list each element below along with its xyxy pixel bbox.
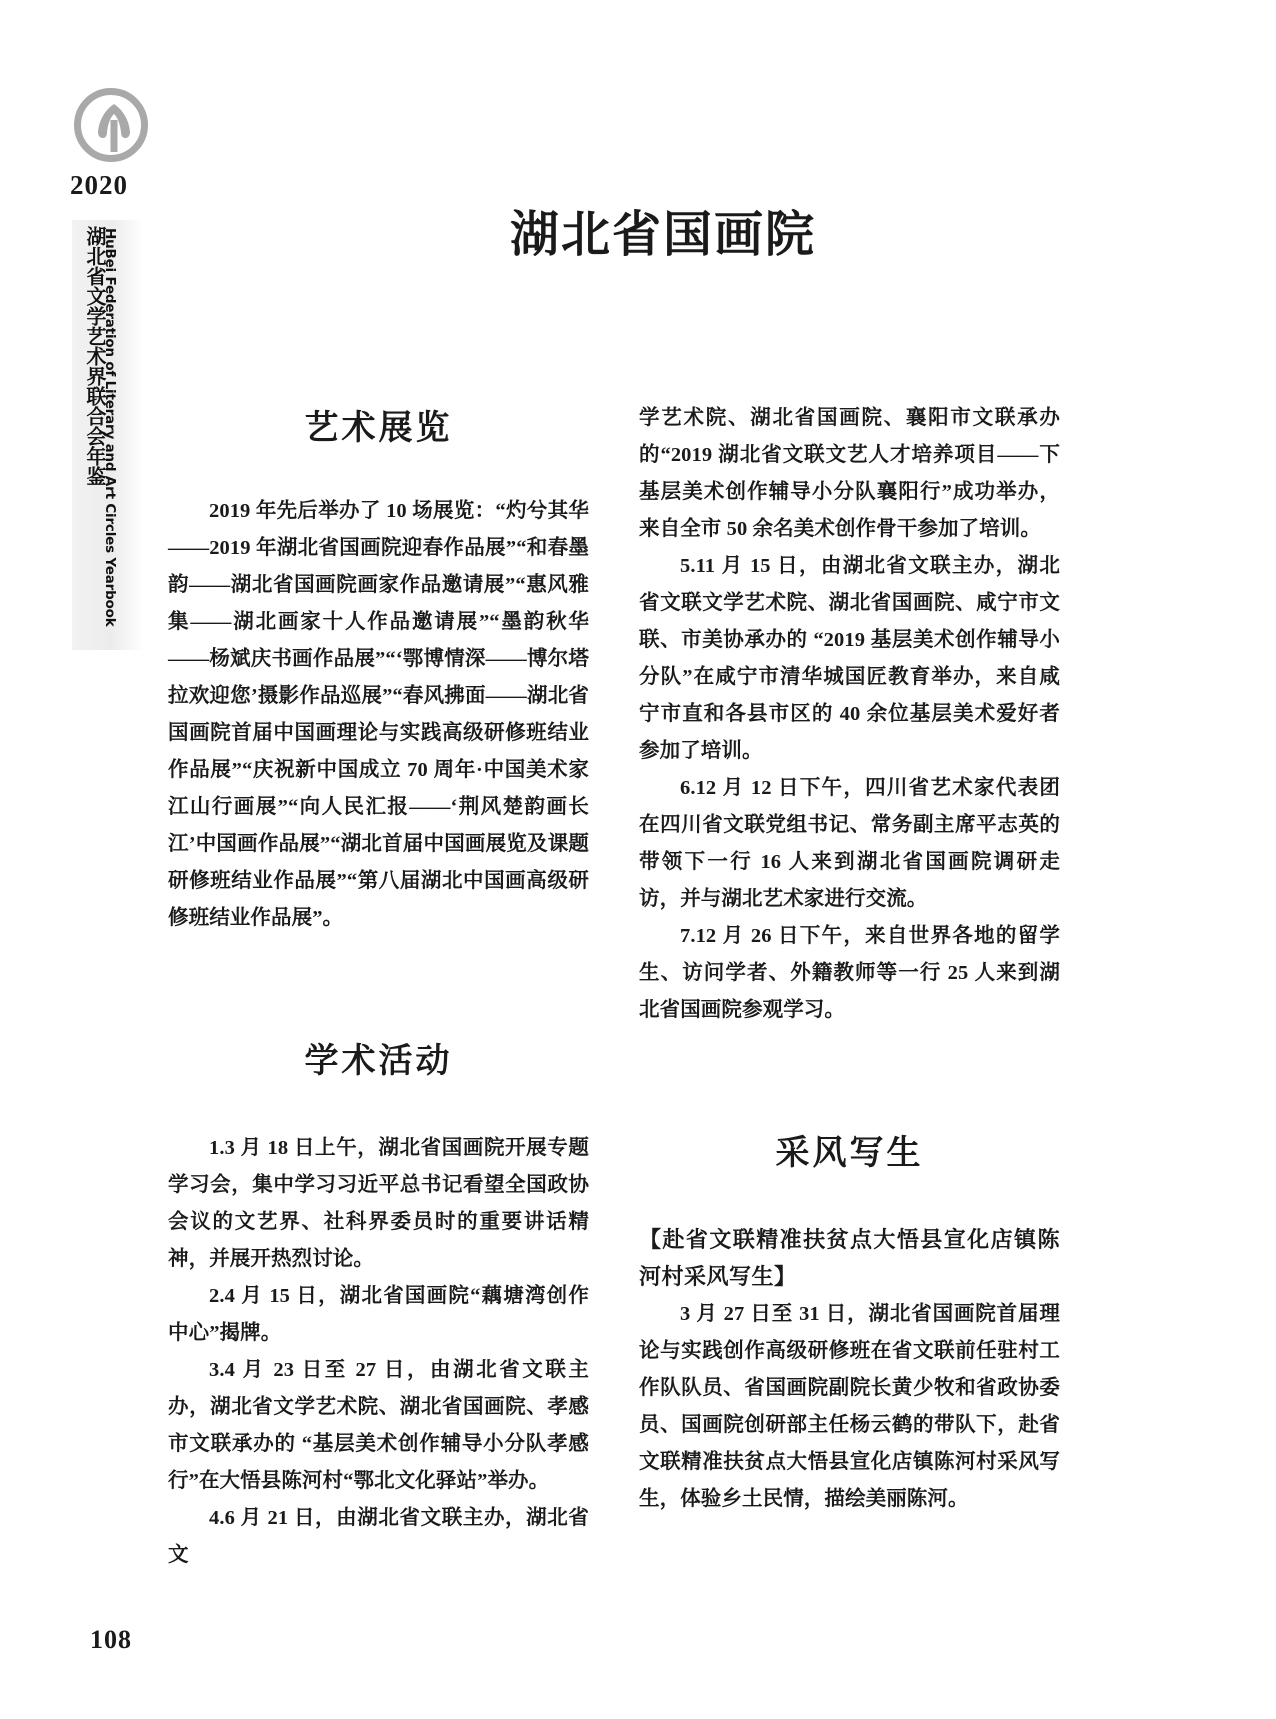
page-title: 湖北省国画院 — [509, 206, 816, 263]
paragraph-field-sketching: 3 月 27 日至 31 日，湖北省国画院首届理论与实践创作高级研修班在省文联前任驻村工作队队员、省国画院副院长黄少牧和省政协委员、国画院创研部主任杨云鹤的带队下，赴省文联精准扶贫点大悟县宣化店镇陈河村采风写生，体验乡土民情，描绘美丽陈河。 — [639, 1303, 1060, 1510]
right-column — [639, 400, 1060, 1574]
spacer — [168, 937, 589, 1033]
section-heading-academic-activities: 学术活动 — [304, 1041, 453, 1081]
spine-title-chinese: 湖北省文学艺术界联合会年鉴 — [83, 226, 107, 486]
body-columns — [168, 400, 1060, 1574]
paragraph-activity-2: 2.4 月 15 日，湖北省国画院“藕塘湾创作中心”揭牌。 — [168, 1285, 589, 1344]
subsection-heading-poverty-alleviation-sketching: 【赴省文联精准扶贫点大悟县宣化店镇陈河村采风写生】 — [639, 1228, 1060, 1290]
spacer — [639, 1029, 1060, 1125]
paragraph-activity-4-continued: 学艺术院、湖北省国画院、襄阳市文联承办的“2019 湖北省文联文艺人才培养项目——下基层美术创作辅导小分队襄阳行”成功举办，来自全市 50 余名美术创作骨干参加了培训。 — [639, 407, 1060, 540]
page-number: 108 — [90, 1625, 132, 1654]
paragraph-exhibitions: 2019 年先后举办了 10 场展览：“灼兮其华——2019 年湖北省国画院迎春作品展”“和春墨韵——湖北省国画院画家作品邀请展”“惠风雅集——湖北画家十人作品邀请展”“墨韵秋华——杨斌庆书画作品展”“‘鄂博情深——博尔塔拉欢迎您’摄影作品巡展”“春风拂面——湖北省国画院首届中国画理论与实践高级研修班结业作品展”“庆祝新中国成立 70 周年·中国美术家江山行画展”“向人民汇报——‘荆风楚韵画长江’中国画作品展”“湖北首届中国画展览及课题研修班结业作品展”“第八届湖北中国画高级研修班结业作品展”。 — [168, 500, 589, 929]
paragraph-activity-5: 5.11 月 15 日，由湖北省文联主办，湖北省文联文学艺术院、湖北省国画院、咸宁市文联、市美协承办的 “2019 基层美术创作辅导小分队”在咸宁市清华城国匠教育举办，来自咸宁市直和各县市区的 40 余位基层美术爱好者参加了培训。 — [639, 555, 1060, 762]
section-heading-field-sketching: 采风写生 — [775, 1133, 924, 1173]
yearbook-year: 2020 — [70, 170, 128, 200]
paragraph-activity-6: 6.12 月 12 日下午，四川省艺术家代表团在四川省文联党组书记、常务副主席平志英的带领下一行 16 人来到湖北省国画院调研走访，并与湖北艺术家进行交流。 — [639, 777, 1060, 910]
paragraph-activity-7: 7.12 月 26 日下午，来自世界各地的留学生、访问学者、外籍教师等一行 25 人来到湖北省国画院参观学习。 — [639, 925, 1060, 1021]
institution-arch-logo-icon — [74, 88, 158, 172]
logo-arch-mark — [91, 102, 137, 154]
spacer — [168, 1082, 589, 1130]
paragraph-activity-3: 3.4 月 23 日至 27 日，由湖北省文联主办，湖北省文学艺术院、湖北省国画院、孝感市文联承办的 “基层美术创作辅导小分队孝感行”在大悟县陈河村“鄂北文化驿站”举办。 — [168, 1359, 589, 1492]
spine-title-english: HuBei Federation of Literary and Art Circles Yearbook — [102, 228, 118, 627]
paragraph-activity-1: 1.3 月 18 日上午，湖北省国画院开展专题学习会，集中学习习近平总书记看望全国政协会议的文艺界、社科界委员时的重要讲话精神，并展开热烈讨论。 — [168, 1137, 589, 1270]
paragraph-activity-4-start: 4.6 月 21 日，由湖北省文联主办，湖北省文 — [168, 1507, 589, 1566]
section-heading-art-exhibitions: 艺术展览 — [304, 408, 453, 448]
spacer — [639, 1174, 1060, 1222]
spacer — [168, 449, 589, 493]
left-column — [168, 400, 589, 1574]
